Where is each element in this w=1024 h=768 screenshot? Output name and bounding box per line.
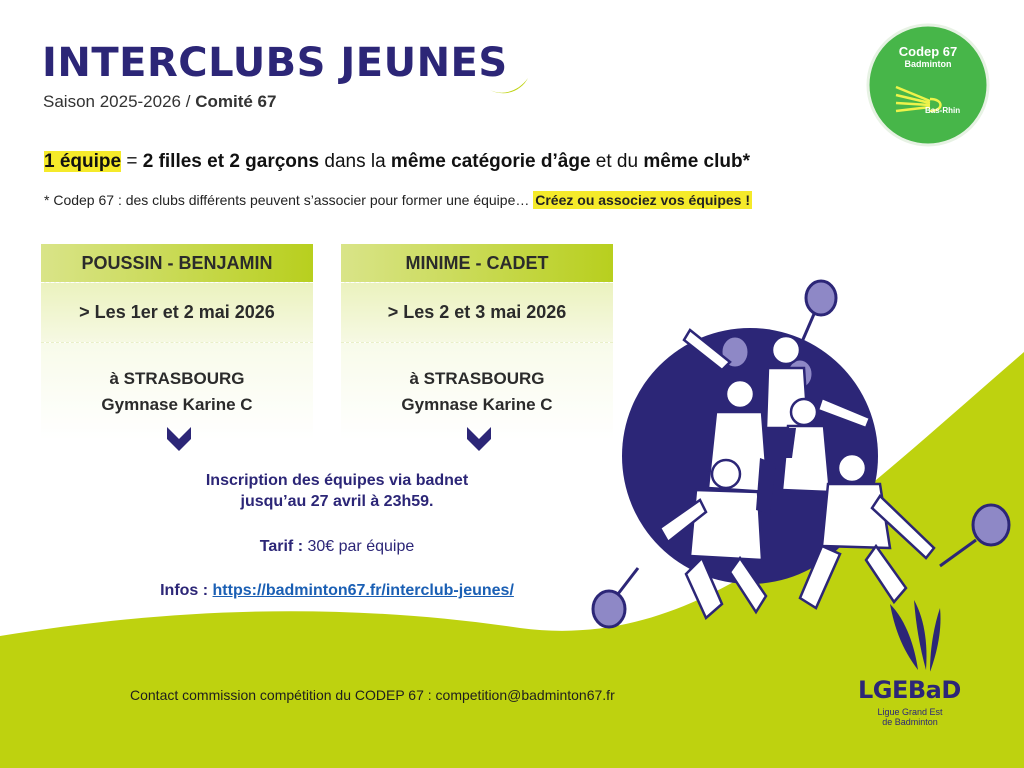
card-date: > Les 2 et 3 mai 2026	[341, 282, 613, 342]
contact-footer: Contact commission compétition du CODEP 67 : competition@badminton67.fr	[130, 687, 615, 703]
card-date: > Les 1er et 2 mai 2026	[41, 282, 313, 342]
committee-text: Comité 67	[195, 92, 277, 111]
rule-age-category: même catégorie d’âge	[390, 151, 591, 172]
card-city: à STRASBOURG	[409, 368, 545, 388]
category-card-minime-cadet	[341, 244, 613, 440]
team-rule	[44, 151, 750, 173]
info-label: Infos :	[160, 582, 213, 599]
rule-club: même club*	[643, 151, 750, 172]
rule-connector-2: et du	[590, 151, 644, 172]
registration-line1: Inscription des équipes via badnet	[205, 472, 469, 489]
season-text: Saison 2025-2026 /	[43, 92, 191, 111]
registration-line2: jusqu’au 27 avril à 23h59.	[240, 493, 434, 510]
price-value: 30€ par équipe	[303, 538, 415, 555]
card-city: à STRASBOURG	[109, 368, 245, 388]
card-category: POUSSIN - BENJAMIN	[41, 244, 313, 282]
page-title: INTERCLUBS JEUNES	[42, 40, 508, 86]
codep-logo-line3: Bas-Rhin	[925, 106, 961, 115]
price-label: Tarif :	[259, 538, 304, 555]
lgebad-logo	[880, 596, 970, 676]
note-text: * Codep 67 : des clubs différents peuvent s’associer pour former une équipe…	[44, 192, 534, 208]
info-line	[130, 582, 544, 600]
lgebad-subtitle-line2: de Badminton	[882, 717, 938, 727]
rule-composition: 2 filles et 2 garçons	[142, 151, 320, 172]
card-category: MINIME - CADET	[341, 244, 613, 282]
codep-logo-line1: Codep 67	[898, 44, 958, 59]
lgebad-subtitle-line1: Ligue Grand Est	[877, 707, 943, 717]
codep-note	[44, 192, 752, 208]
category-card-poussin-benjamin	[41, 244, 313, 440]
codep-logo-line2: Badminton	[904, 59, 952, 69]
codep-67-logo	[866, 23, 990, 147]
rule-equals: =	[121, 151, 143, 172]
title-swoosh-icon	[488, 76, 530, 98]
lgebad-name: LGEBaD	[858, 676, 961, 704]
registration-info	[130, 470, 544, 512]
rule-connector-1: dans la	[319, 151, 391, 172]
badminton-players-illustration	[590, 278, 1020, 638]
price-info	[130, 538, 544, 556]
note-highlight: Créez ou associez vos équipes !	[535, 192, 750, 208]
card-venue: Gymnase Karine C	[101, 394, 253, 414]
rule-team: 1 équipe	[44, 151, 122, 172]
card-venue: Gymnase Karine C	[401, 394, 553, 414]
chevron-down-icon	[166, 425, 192, 455]
chevron-down-icon	[466, 425, 492, 455]
season-subtitle	[43, 92, 276, 112]
info-link[interactable]: https://badminton67.fr/interclub-jeunes/	[212, 582, 514, 599]
